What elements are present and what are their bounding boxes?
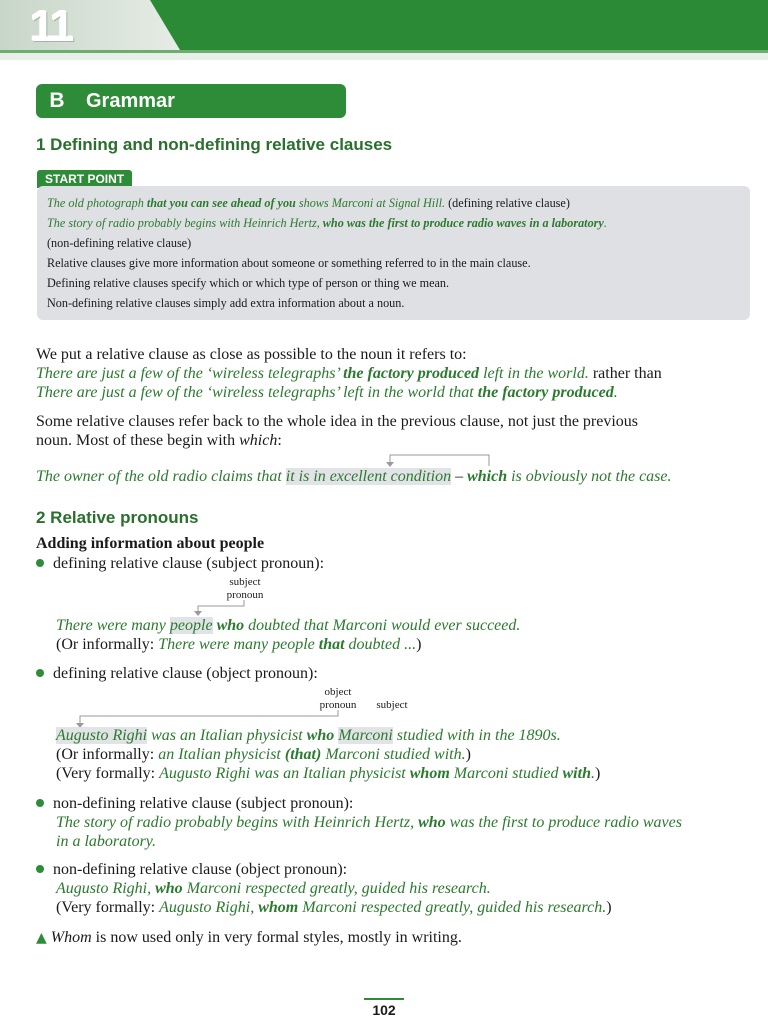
text: ) xyxy=(606,899,612,916)
text: The story of radio probably begins with Heinrich Hertz, xyxy=(47,216,323,230)
text: is obviously not the case. xyxy=(507,468,672,485)
text: left in the world. xyxy=(479,365,589,382)
heading-defining-clauses: 1 Defining and non-defining relative clauses xyxy=(36,135,393,154)
start-line-2 xyxy=(47,213,740,233)
text: the factory produced xyxy=(477,384,614,401)
para2-line-2 xyxy=(36,431,282,450)
para2-line-1: Some relative clauses refer back to the whole idea in the previous clause, not just the previous xyxy=(36,413,639,430)
text: doubted that Marconi would ever succeed. xyxy=(244,617,521,634)
text: subject xyxy=(229,576,261,588)
bullet-1-informal xyxy=(36,635,421,654)
text: There were many people xyxy=(158,636,319,653)
bullet-3-label: non-defining relative clause (subject pronoun): xyxy=(36,794,353,813)
text: (defining relative clause) xyxy=(445,196,570,210)
text: is now used only in very formal styles, mostly in writing. xyxy=(91,929,462,946)
text: people xyxy=(169,617,213,634)
text: who xyxy=(306,727,335,744)
text: whom xyxy=(409,765,450,782)
text: : xyxy=(277,432,282,449)
text: Whom xyxy=(50,929,92,946)
text: There are just a few of the ‘wireless telegraphs’ left in the world that xyxy=(36,384,478,401)
start-line-5: Defining relative clauses specify which or which type of person or thing we mean. xyxy=(47,276,450,290)
text: pronoun xyxy=(319,699,357,711)
subject-pronoun-tag xyxy=(210,576,280,602)
text: (Or informally: xyxy=(56,746,159,763)
unit-header xyxy=(0,0,768,60)
start-point-tag: START POINT xyxy=(37,170,132,188)
bullet-1-example xyxy=(36,616,520,635)
text: The story of radio probably begins with Heinrich Hertz, xyxy=(56,814,419,831)
section-title: Grammar xyxy=(86,89,175,112)
text: that you can see ahead of you xyxy=(146,196,296,210)
text: . xyxy=(613,384,618,401)
text: The owner of the old radio claims that xyxy=(36,468,286,485)
text: shows Marconi at Signal Hill. xyxy=(295,196,446,210)
start-line-1 xyxy=(47,193,740,213)
text: . xyxy=(603,216,607,230)
text: The old photograph xyxy=(47,196,147,210)
heading-relative-pronouns: 2 Relative pronouns xyxy=(36,508,199,527)
text: who xyxy=(418,814,446,831)
text: doubted ... xyxy=(344,636,417,653)
bullet-4-formal xyxy=(36,898,612,917)
text: . xyxy=(590,765,595,782)
page-number: 102 xyxy=(364,998,404,1018)
text: noun. Most of these begin with xyxy=(36,432,240,449)
text: object xyxy=(324,686,352,698)
text: pronoun xyxy=(226,589,264,601)
text: Marconi respected greatly, guided his research. xyxy=(298,899,607,916)
object-pronoun-tag xyxy=(303,686,373,712)
text: which xyxy=(239,432,278,449)
bullet-2-formal xyxy=(36,764,600,783)
text: who xyxy=(216,617,245,634)
text: There are just a few of the ‘wireless telegraphs’ xyxy=(36,365,344,382)
text: whom xyxy=(258,899,299,916)
text: studied with in the 1890s. xyxy=(392,727,561,744)
bullet-4-label: non-defining relative clause (object pronoun): xyxy=(36,860,347,879)
start-line-6: Non-defining relative clauses simply add extra information about a noun. xyxy=(47,296,405,310)
whom-note xyxy=(36,928,462,948)
start-point-box xyxy=(37,186,750,320)
text: it is in excellent condition xyxy=(285,468,452,485)
text: which xyxy=(467,468,508,485)
text: Augusto Righi, xyxy=(56,880,156,897)
text: (that) xyxy=(284,746,322,763)
para1-example-2 xyxy=(36,383,618,402)
text: ) xyxy=(416,636,422,653)
bullet-2-example xyxy=(36,726,561,745)
bullet-4-example xyxy=(36,879,491,898)
text: who was the first to produce radio waves in a laboratory xyxy=(322,216,604,230)
section-letter: B xyxy=(49,89,65,112)
text: Augusto Righi, xyxy=(159,899,259,916)
text: who xyxy=(155,880,183,897)
text: was an Italian physicist xyxy=(147,727,307,744)
start-line-4: Relative clauses give more information about someone or something referred to in the main clause. xyxy=(47,256,531,270)
text: that xyxy=(318,636,345,653)
text: (Or informally: xyxy=(56,636,159,653)
text: an Italian physicist xyxy=(158,746,285,763)
subject-tag: subject xyxy=(376,699,408,711)
text: (Very formally: xyxy=(56,765,160,782)
text: the factory produced xyxy=(343,365,480,382)
text: Marconi studied xyxy=(449,765,563,782)
section-bar xyxy=(36,84,346,118)
bullet-2-label: defining relative clause (object pronoun): xyxy=(36,664,318,683)
bullet-1-label: defining relative clause (subject pronoun): xyxy=(36,554,324,573)
header-band-graphic xyxy=(0,0,768,60)
bullet-3-example-cont xyxy=(36,832,156,851)
text: Marconi xyxy=(338,727,393,744)
text: (Very formally: xyxy=(56,899,160,916)
text: ) xyxy=(465,746,471,763)
unit-number: 11 xyxy=(30,2,73,51)
text: was the first to produce radio waves xyxy=(445,814,682,831)
text: Marconi studied with. xyxy=(321,746,466,763)
bullet-3-example xyxy=(36,813,682,832)
para2-example xyxy=(36,467,672,486)
bullet-2-informal xyxy=(36,745,471,764)
text: in a laboratory. xyxy=(56,833,157,850)
text: with xyxy=(562,765,591,782)
para1-intro: We put a relative clause as close as possible to the noun it refers to: xyxy=(36,346,467,363)
subheading-people: Adding information about people xyxy=(36,535,265,552)
text: – xyxy=(451,468,468,485)
text: Augusto Righi was an Italian physicist xyxy=(159,765,410,782)
text: There were many xyxy=(56,617,170,634)
text: Marconi respected greatly, guided his research. xyxy=(182,880,491,897)
start-line-3: (non-defining relative clause) xyxy=(47,236,192,250)
text: rather than xyxy=(588,365,662,382)
para1-example-1 xyxy=(36,364,662,383)
text: Augusto Righi xyxy=(56,727,148,744)
warning-icon: ▲ xyxy=(36,930,47,946)
text: ) xyxy=(594,765,601,782)
